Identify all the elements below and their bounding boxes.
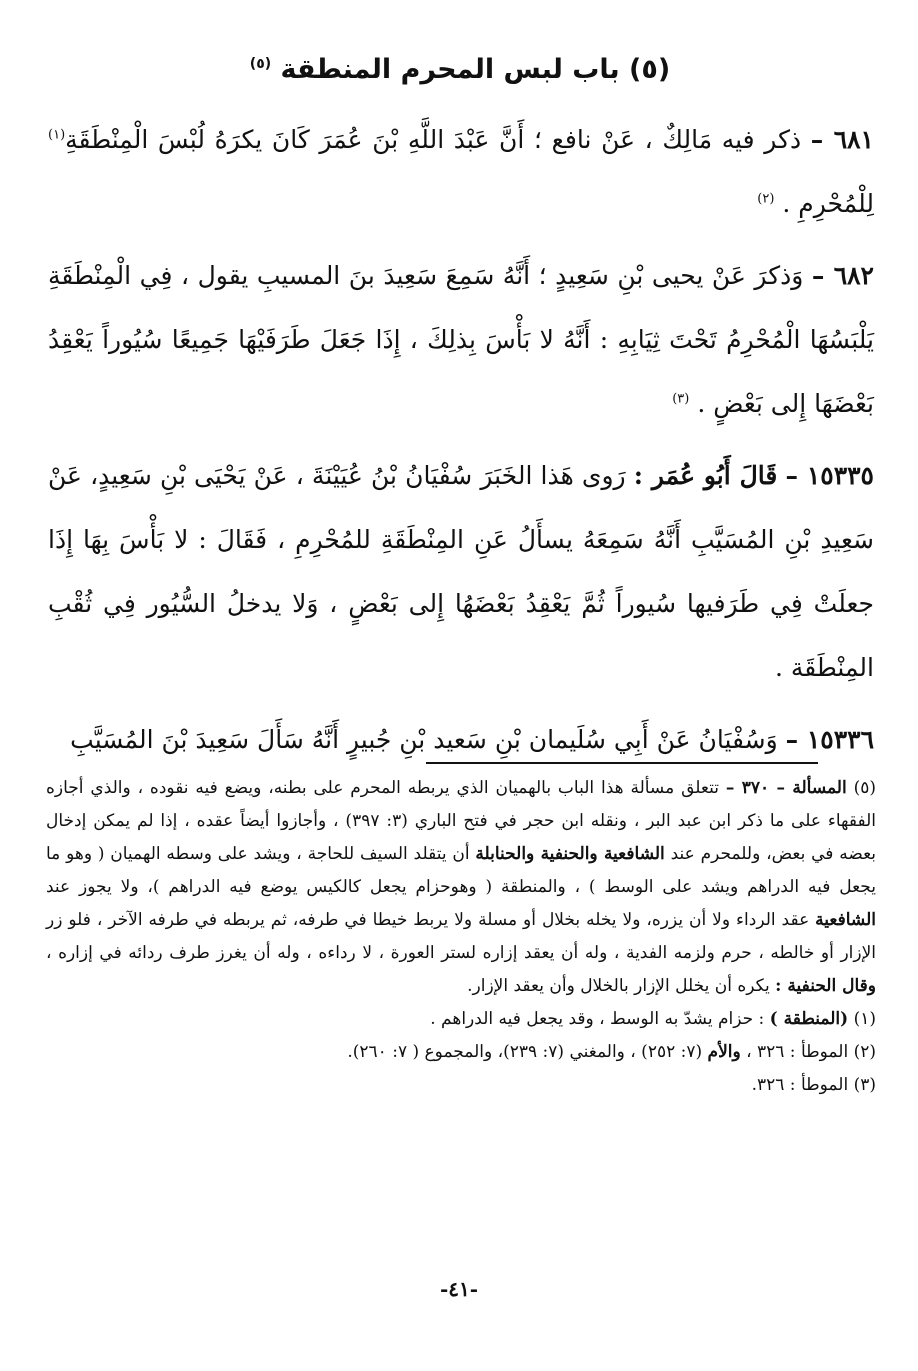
footnote-bold-text: الشافعية والحنفية والحنابلة <box>475 844 665 864</box>
paragraph-number: ١٥٣٣٦ – <box>785 725 874 754</box>
footnote-label: المسألة – ٣٧٠ – <box>725 778 847 798</box>
paragraph-text: ذكر فيه مَالِكٌ ، عَنْ نافع ؛ أَنَّ عَبْدَ اللَّهِ بْنَ عُمَرَ كَانَ يكرَهُ لُبْسَ الْمِنْطَقَةِ <box>65 125 802 154</box>
page-number: -٤١- <box>439 1277 479 1301</box>
paragraph-text: وَذكرَ عَنْ يحيى بْنِ سَعِيدٍ ؛ أَنَّهُ سَمِعَ سَعِيدَ بنَ المسيبِ يقول ، فِي الْمِنْطَقَةِ يَلْبَسُهَا الْمُحْرِمُ تَحْتَ ثِيَابِهِ : أَنَّهُ لا بَأْسَ بِذلِكَ ، إِذَا جَعَلَ طَرَفَيْهَا جَمِيعًا سُيُوراً يَعْقِدُ بَعْضَهَا إِلى بَعْضٍ . <box>48 261 874 418</box>
footnote-mark: (٢) <box>853 1042 876 1062</box>
chapter-title <box>150 44 770 90</box>
footnote-2 <box>46 1036 876 1069</box>
footnote-text: يكره أن يخلل الإزار بالخلال وأن يعقد الإزار. <box>467 976 770 996</box>
footnote-text: : حزام يشدّ به الوسط ، وقد يجعل فيه الدراهم . <box>430 1009 765 1029</box>
footnote-star <box>46 772 876 1003</box>
chapter-title-note-mark: (٥) <box>249 56 272 72</box>
footnote-text: الموطأ : ٣٢٦. <box>751 1075 849 1095</box>
footnote-mark: (٥) <box>853 778 877 798</box>
paragraph-15335 <box>48 444 874 700</box>
paragraph-681 <box>48 108 874 236</box>
footnote-divider <box>426 762 818 764</box>
main-text <box>48 108 874 780</box>
footnote-bold-text: والأم <box>707 1042 741 1062</box>
footnote-ref-3: (٣) <box>672 391 690 407</box>
footnote-ref-2: (٢) <box>757 191 775 207</box>
paragraph-number: ٦٨١ – <box>810 125 874 154</box>
paragraph-text: وَسُفْيَانُ عَنْ أَبِي سُلَيمان بْنِ سَعيد بْنِ جُبيرٍ أَنَّهُ سَأَلَ سَعِيدَ بْنَ المُسَيَّبِ <box>70 725 778 754</box>
footnote-text: تتعلق مسألة هذا الباب بالهميان الذي يربطه المحرم على بطنه، ويضع فيه نقوده ، والذي أجازه الفقهاء على ما ذكر ابن عبد البر ، ونقله ابن حجر في فتح الباري (٣: ٣٩٧) ، وأجازوا أيضاً عقده ، إذا لم يمكن إدخال بعضه في بعض، وللمحرم عند <box>46 778 877 864</box>
paragraph-682 <box>48 244 874 436</box>
paragraph-text: رَوى هَذا الخَبَرَ سُفْيَانُ بْنُ عُيَيْنَةَ ، عَنْ يَحْيَى بْنِ سَعِيدٍ، عَنْ سَعِيدِ بْنِ المُسَيَّبِ أَنَّهُ سَمِعَهُ يسأَلُ عَنِ المِنْطَقَةِ للمُحْرِمِ ، فَقَالَ : لا بَأْسَ بِهَا إِذَا جعلَتْ فِي طَرَفيها سُيوراً ثُمَّ يَعْقِدُ بَعْضَهُا إِلى بَعْضٍ ، وَلا يدخلُ السُّيُور فِي ثُقْبِ المِنْطَقَة . <box>48 461 874 682</box>
paragraph-number: ٦٨٢ – <box>811 261 874 290</box>
paragraph-number: ١٥٣٣٥ – <box>785 461 874 490</box>
footnote-3 <box>46 1069 876 1102</box>
footnote-bold-text: الشافعية <box>815 910 876 930</box>
footnote-mark: (١) <box>853 1009 876 1029</box>
chapter-title-text: (٥) باب لبس المحرم المنطقة <box>280 54 671 85</box>
footnotes <box>46 772 876 1102</box>
footnote-text: الموطأ : ٣٢٦ ، <box>746 1042 849 1062</box>
footnote-term: (المنطقة ) <box>769 1009 849 1029</box>
footnote-bold-text: وقال الحنفية : <box>775 976 876 996</box>
footnote-text: (٧: ٢٥٢) ، والمغني (٧: ٢٣٩)، والمجموع ( ٧: ٢٦٠). <box>347 1042 703 1062</box>
footnote-text: عقد الرداء ولا أن يزره، ولا يخله بخلال أو مسلة ولا يربط خيطا في طرفه، ثم يربطه في طرفه الآخر ، فلو زر الإزار أو خالطه ، حرم ولزمه الفدية ، وله أن يعقد إزاره لستر العورة ، لا رداءه ، وله أن يغرز طرف ردائه في إزاره ، <box>46 910 876 963</box>
paragraph-text: لِلْمُحْرِمِ . <box>782 189 874 218</box>
footnote-text: أن يتقلد السيف للحاجة ، ويشد على وسطه الهميان ( وهو ما يجعل فيه الدراهم ويشد على الوسط ) ، والمنطقة ( وهوحزام يجعل كالكيس يوضع فيه الدراهم )، ولا يجوز عند <box>46 844 876 897</box>
footnote-ref-1: (١) <box>48 127 66 143</box>
speaker-label: قَالَ أَبُو عُمَر : <box>633 461 778 490</box>
footnote-1 <box>46 1003 876 1036</box>
footnote-mark: (٣) <box>853 1075 876 1095</box>
